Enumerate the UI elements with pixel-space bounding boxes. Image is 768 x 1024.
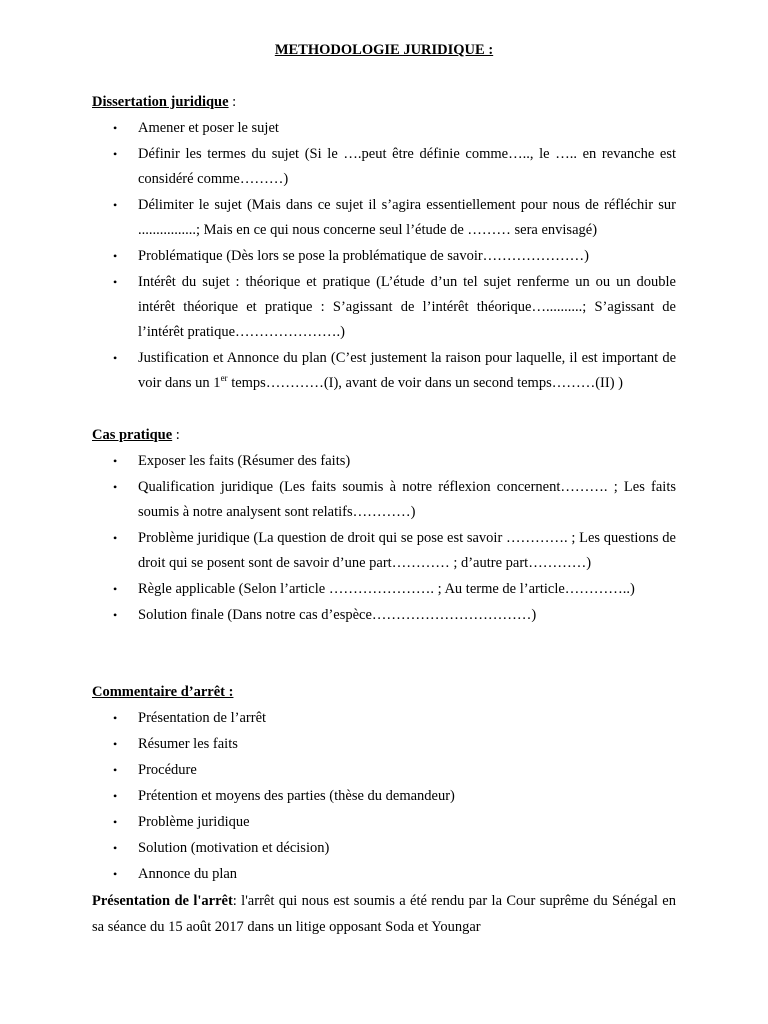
bullet-icon: •: [113, 480, 118, 494]
list-item: • Exposer les faits (Résumer des faits): [0, 449, 676, 474]
list-item: • Présentation de l’arrêt: [0, 706, 676, 731]
section-heading-label: Commentaire d’arrêt :: [92, 684, 234, 700]
list-item: • Amener et poser le sujet: [0, 116, 676, 141]
list-item: • Justification et Annonce du plan (C’est justement la raison pour laquelle, il est important de voir dans un 1er temps…………(I), avant de voir dans un second temps………(II) ): [0, 346, 676, 396]
bullet-icon: •: [113, 763, 118, 777]
list-item: • Problème juridique: [0, 810, 676, 835]
bullet-icon: •: [113, 608, 118, 622]
bullet-icon: •: [113, 711, 118, 725]
commentaire-list: [0, 706, 768, 888]
list-item: • Procédure: [0, 758, 676, 783]
bullet-icon: •: [113, 789, 118, 803]
bullet-icon: •: [113, 867, 118, 881]
bullet-icon: •: [113, 841, 118, 855]
closing-paragraph-text: : l'arrêt qui nous est soumis a été rendu par la Cour suprême du Sénégal en sa séance du 15 août 2017 dans un litige opposant Soda et Youngar: [92, 893, 676, 935]
closing-paragraph: [92, 888, 676, 940]
list-item: • Problème juridique (La question de droit qui se pose est savoir …………. ; Les questions de droit qui se posent sont de savoir d’une part………… ; d’autre part…………): [0, 526, 676, 576]
section-heading-dissertation: [92, 94, 236, 111]
bullet-icon: •: [113, 351, 118, 365]
list-item: • Qualification juridique (Les faits soumis à notre réflexion concernent………. ; Les faits soumis à notre analysent sont relatifs…………): [0, 475, 676, 525]
section-heading-label: Dissertation juridique: [92, 94, 229, 110]
bullet-icon: •: [113, 275, 118, 289]
list-item: • Intérêt du sujet : théorique et pratique (L’étude d’un tel sujet renferme un ou un double intérêt théorique et pratique : S’agissant de l’intérêt théorique…..........; S’agissant de l’intérêt pratique………………….): [0, 270, 676, 345]
list-item: • Règle applicable (Selon l’article …………………. ; Au terme de l’article…………..): [0, 577, 676, 602]
section-heading-label: Cas pratique: [92, 427, 173, 443]
list-item: • Résumer les faits: [0, 732, 676, 757]
bullet-icon: •: [113, 147, 118, 161]
bullet-icon: •: [113, 454, 118, 468]
list-item: • Problématique (Dès lors se pose la problématique de savoir…………………): [0, 244, 676, 269]
bullet-icon: •: [113, 198, 118, 212]
bullet-icon: •: [113, 531, 118, 545]
list-item: • Solution finale (Dans notre cas d’espèce……………………………): [0, 603, 676, 628]
closing-paragraph-label: Présentation de l'arrêt: [92, 893, 233, 909]
document-title: METHODOLOGIE JURIDIQUE :: [274, 42, 494, 58]
cas-pratique-list: [0, 449, 768, 629]
list-item: • Prétention et moyens des parties (thèse du demandeur): [0, 784, 676, 809]
section-heading-suffix: :: [172, 427, 180, 443]
list-item: • Annonce du plan: [0, 862, 676, 887]
bullet-icon: •: [113, 121, 118, 135]
list-item: • Définir les termes du sujet (Si le ….peut être définie comme….., le ….. en revanche est considéré comme………): [0, 142, 676, 192]
section-heading-cas-pratique: [92, 427, 180, 444]
bullet-icon: •: [113, 249, 118, 263]
section-heading-commentaire: [92, 684, 233, 701]
list-item: • Solution (motivation et décision): [0, 836, 676, 861]
bullet-icon: •: [113, 737, 118, 751]
bullet-icon: •: [113, 582, 118, 596]
list-item: • Délimiter le sujet (Mais dans ce sujet il s’agira essentiellement pour nous de réfléchir sur ................; Mais en ce qui nous concerne seul l’étude de ……… sera envisagé): [0, 193, 676, 243]
dissertation-list: [0, 116, 768, 397]
bullet-icon: •: [113, 815, 118, 829]
section-heading-suffix: :: [228, 94, 237, 110]
